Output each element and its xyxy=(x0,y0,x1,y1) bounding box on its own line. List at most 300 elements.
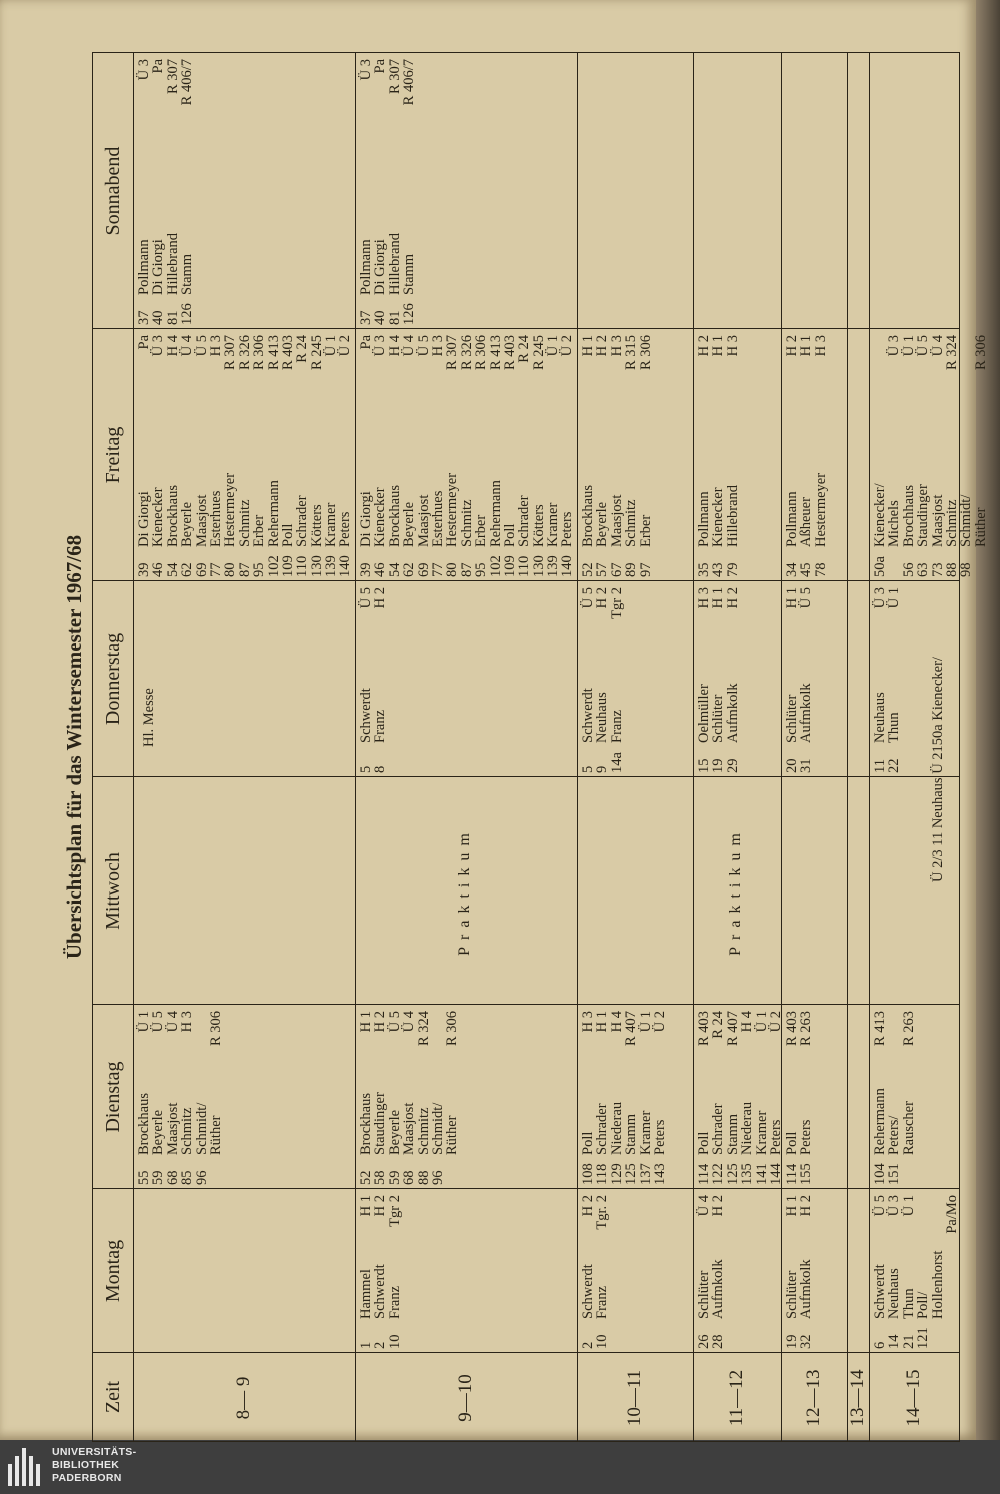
course-number: 125 xyxy=(623,1163,640,1185)
course-entry xyxy=(373,55,387,325)
course-cell-r0-sa xyxy=(137,55,195,325)
room-code: Ü 5 xyxy=(915,335,932,357)
room-code: H 3 xyxy=(608,335,625,357)
lecturer-name: Poll xyxy=(279,523,296,547)
row-rule xyxy=(577,53,578,1441)
course-cell-r0-di xyxy=(137,1007,223,1185)
course-number: 2 xyxy=(580,1341,596,1349)
course-entry xyxy=(238,331,252,577)
course-number: 15 xyxy=(696,758,712,773)
course-entry xyxy=(137,1007,151,1185)
lecturer-name: Niederau xyxy=(739,1101,756,1155)
footer-fragment: Ü 2/3 11 Neuhaus Ü 2150a Kienecker/ xyxy=(930,657,946,882)
course-entry xyxy=(180,55,194,325)
lecturer-name: Di Giorgi xyxy=(150,239,167,295)
course-number: 122 xyxy=(710,1163,727,1185)
course-entry xyxy=(359,55,373,325)
course-number: 137 xyxy=(637,1163,654,1185)
course-number: 95 xyxy=(251,562,268,577)
course-entry xyxy=(887,583,901,773)
time-slot: 14—15 xyxy=(903,1369,924,1427)
course-number: 57 xyxy=(594,562,611,577)
room-code: H 2 xyxy=(710,1195,727,1217)
course-number: 39 xyxy=(358,562,374,577)
room-code: Ü 5 xyxy=(415,335,432,357)
course-number: 114 xyxy=(696,1163,712,1185)
lecturer-name: Beyerle xyxy=(386,1109,403,1155)
logo-line-3: PADERBORN xyxy=(52,1472,122,1484)
course-cell-r1-fr xyxy=(359,331,575,577)
course-number: 10 xyxy=(594,1334,611,1349)
room-code: Ü 3 xyxy=(358,59,374,81)
course-entry xyxy=(209,331,223,577)
room-code: R 413 xyxy=(487,335,504,371)
lecturer-name: Maasjost xyxy=(193,494,210,547)
room-code: R 24 xyxy=(516,335,533,363)
lecturer-name: Brockhaus xyxy=(386,484,403,547)
course-entry xyxy=(653,1007,667,1185)
room-code: Ü 5 xyxy=(798,587,815,609)
room-code: Ü 1 xyxy=(886,587,903,609)
room-code: Ü 4 xyxy=(929,335,946,357)
course-number: 52 xyxy=(580,562,596,577)
course-number: 59 xyxy=(386,1170,403,1185)
room-code: Pa xyxy=(150,59,167,74)
room-code: Ü 2 xyxy=(651,1011,668,1033)
course-number: 54 xyxy=(386,562,403,577)
room-code: Ü 1 xyxy=(545,335,562,357)
room-code: Tgr. 2 xyxy=(594,1195,611,1230)
course-number: 28 xyxy=(710,1334,727,1349)
lecturer-name: Schrader xyxy=(594,1103,611,1155)
room-code: Ü 5 xyxy=(386,1011,403,1033)
lecturer-name: Franz xyxy=(386,1285,403,1319)
lecturer-name: Stamm xyxy=(401,253,418,295)
course-number: 140 xyxy=(337,555,354,577)
course-entry xyxy=(887,1191,901,1349)
lecturer-name: Di Giorgi xyxy=(372,239,389,295)
room-code: H 2 xyxy=(724,587,741,609)
course-entry xyxy=(726,583,740,773)
course-cell-r2-di xyxy=(581,1007,667,1185)
lecturer-name: Hammel xyxy=(358,1269,374,1319)
course-entry xyxy=(402,1007,416,1185)
course-entry xyxy=(151,55,165,325)
course-cell-r4-mo xyxy=(785,1191,814,1349)
course-number: 69 xyxy=(415,562,432,577)
course-entry xyxy=(267,331,281,577)
course-entry xyxy=(532,331,546,577)
lecturer-name: Maasjost xyxy=(929,494,946,547)
course-entry xyxy=(959,331,973,577)
lecturer-name: Pollmann xyxy=(784,491,800,547)
course-number: 21 xyxy=(900,1334,917,1349)
lecturer-name: Aufmkolk xyxy=(798,683,815,743)
column-rule xyxy=(93,776,959,777)
lecturer-name: Erber xyxy=(251,514,268,547)
course-number: 46 xyxy=(150,562,167,577)
room-code: Ü 5 xyxy=(193,335,210,357)
logo-text xyxy=(52,1446,136,1485)
room-code: R 24 xyxy=(710,1011,727,1039)
course-number: 87 xyxy=(458,562,475,577)
course-entry xyxy=(417,1007,431,1185)
lecturer-name: Rehermann xyxy=(487,480,504,547)
course-entry xyxy=(137,331,151,577)
course-entry xyxy=(373,331,387,577)
course-entry xyxy=(945,1191,959,1349)
room-code: R 24 xyxy=(294,335,311,363)
course-entry xyxy=(755,1007,769,1185)
lecturer-name: Brockhaus xyxy=(136,1092,152,1155)
course-entry xyxy=(711,1191,725,1349)
room-code: Ü 3 xyxy=(886,1195,903,1217)
course-cell-r6-do xyxy=(873,583,902,773)
room-code: R 324 xyxy=(943,335,960,371)
course-cell-r3-mo xyxy=(697,1191,726,1349)
room-code: R 324 xyxy=(415,1011,432,1047)
lecturer-name: Schrader xyxy=(294,495,311,547)
lecturer-name: Neuhaus xyxy=(886,1268,903,1319)
lecturer-name: Kienecker/ xyxy=(872,483,888,547)
course-entry xyxy=(726,1007,740,1185)
time-slot: 13—14 xyxy=(847,1369,868,1427)
course-entry xyxy=(595,331,609,577)
course-entry xyxy=(417,331,431,577)
lecturer-name: Hestermeyer xyxy=(222,472,239,547)
lecturer-name: Beyerle xyxy=(179,501,196,547)
course-entry xyxy=(474,331,488,577)
column-rule xyxy=(93,580,959,581)
room-code: Ü 4 xyxy=(164,1011,181,1033)
course-number: 121 xyxy=(915,1327,932,1349)
lecturer-name: Maasjost xyxy=(164,1102,181,1155)
course-entry xyxy=(373,583,387,773)
course-entry xyxy=(359,331,373,577)
room-code: Ü 2 xyxy=(559,335,576,357)
room-code: R 306 xyxy=(251,335,268,371)
header-fr: Freitag xyxy=(102,426,124,484)
lecturer-name: Kötters xyxy=(530,504,547,547)
room-code: H 3 xyxy=(812,335,829,357)
lecturer-name: Peters xyxy=(651,1119,668,1155)
course-entry xyxy=(902,331,916,577)
course-number: 140 xyxy=(559,555,576,577)
room-code: Ü 3 xyxy=(872,587,888,609)
header-zeit: Zeit xyxy=(102,1380,124,1414)
room-code: R 306 xyxy=(972,335,989,371)
room-code: R 306 xyxy=(473,335,490,371)
room-code: Tgr 2 xyxy=(608,587,625,619)
course-entry xyxy=(460,331,474,577)
course-number: 6 xyxy=(872,1341,888,1349)
lecturer-name: Maasjost xyxy=(401,1102,418,1155)
course-number: 96 xyxy=(193,1170,210,1185)
course-entry xyxy=(785,331,799,577)
header-mi: Mittwoch xyxy=(102,852,124,930)
room-code: H 1 xyxy=(784,1195,800,1217)
lecturer-name: Stamm xyxy=(179,253,196,295)
course-entry xyxy=(902,1191,916,1349)
lecturer-name: Peters xyxy=(337,511,354,547)
course-entry xyxy=(180,1007,194,1185)
course-entry xyxy=(388,331,402,577)
room-code: R 406/7 xyxy=(179,59,196,106)
lecturer-name: Schmitz xyxy=(236,499,253,547)
room-code: H 1 xyxy=(798,335,815,357)
course-number: 141 xyxy=(753,1163,770,1185)
room-code: R 326 xyxy=(458,335,475,371)
course-entry xyxy=(902,1007,916,1185)
course-entry xyxy=(195,1007,209,1185)
course-entry xyxy=(373,1007,387,1185)
lecturer-name: Schlüter xyxy=(696,1270,712,1319)
header-sa: Sonnabend xyxy=(102,146,124,236)
room-code: Ü 1 xyxy=(900,335,917,357)
course-cell-r6-di xyxy=(873,1007,916,1185)
lecturer-name: Franz xyxy=(594,1285,611,1319)
room-code: H 3 xyxy=(580,1011,596,1033)
course-entry xyxy=(697,583,711,773)
logo-line-1: UNIVERSITÄTS- xyxy=(52,1446,137,1458)
course-entry xyxy=(223,331,237,577)
lecturer-name: Esterhues xyxy=(429,490,446,547)
rotated-schedule xyxy=(60,52,989,1442)
lecturer-name: Stamm xyxy=(724,1113,741,1155)
course-entry xyxy=(624,331,638,577)
room-code: H 2 xyxy=(372,1195,389,1217)
room-code: R 263 xyxy=(900,1011,917,1047)
course-number: 5 xyxy=(580,765,596,773)
course-number: 68 xyxy=(164,1170,181,1185)
room-code: Ü 3 xyxy=(150,335,167,357)
course-entry xyxy=(324,331,338,577)
course-entry xyxy=(180,331,194,577)
lecturer-name: Franz xyxy=(372,709,389,743)
course-number: 109 xyxy=(501,555,518,577)
lecturer-name: Kienecker xyxy=(150,487,167,547)
course-number: 143 xyxy=(651,1163,668,1185)
course-number: 109 xyxy=(279,555,296,577)
time-slot: 11—12 xyxy=(726,1369,747,1427)
lecturer-name: Thun xyxy=(886,712,903,743)
course-number: 151 xyxy=(886,1163,903,1185)
room-code: Ü 1 xyxy=(900,1195,917,1217)
lecturer-name: Schrader xyxy=(710,1103,727,1155)
course-entry xyxy=(581,583,595,773)
lecturer-name: Rauscher xyxy=(900,1101,917,1155)
course-cell-r1-do xyxy=(359,583,388,773)
lecturer-name: Hestermeyer xyxy=(812,472,829,547)
course-entry xyxy=(546,331,560,577)
room-code: R 403 xyxy=(501,335,518,371)
course-entry xyxy=(517,331,531,577)
room-code: H 4 xyxy=(386,335,403,357)
course-entry xyxy=(887,331,901,577)
room-code: H 1 xyxy=(358,1011,374,1033)
lecturer-name: Michels xyxy=(886,500,903,547)
hl-messe-label: Hl. Messe xyxy=(141,688,157,747)
course-number: 108 xyxy=(580,1163,596,1185)
course-entry xyxy=(785,1007,799,1185)
course-entry xyxy=(195,331,209,577)
room-code: R 245 xyxy=(530,335,547,371)
room-code: R 403 xyxy=(784,1011,800,1047)
lecturer-name: Schmitz xyxy=(458,499,475,547)
lecturer-name: Brockhaus xyxy=(580,484,596,547)
room-code: Ü 2 xyxy=(337,335,354,357)
lecturer-name: Schmidt/ xyxy=(958,494,975,547)
lecturer-name: Brochhaus xyxy=(900,484,917,547)
course-entry xyxy=(581,1007,595,1185)
course-entry xyxy=(595,583,609,773)
lecturer-name: Brockhaus xyxy=(358,1092,374,1155)
header-di: Dienstag xyxy=(102,1061,124,1133)
course-number: 81 xyxy=(386,310,403,325)
row-rule xyxy=(355,53,356,1441)
room-code: R 407 xyxy=(724,1011,741,1047)
lecturer-name: Staudinger xyxy=(372,1092,389,1155)
lecturer-name: Erber xyxy=(473,514,490,547)
course-entry xyxy=(166,55,180,325)
course-number: 54 xyxy=(164,562,181,577)
course-number: 32 xyxy=(798,1334,815,1349)
lecturer-name: Beyerle xyxy=(150,1109,167,1155)
logo-line-2: BIBLIOTHEK xyxy=(52,1459,120,1471)
course-number: 135 xyxy=(739,1163,756,1185)
room-code: Pa xyxy=(136,335,152,350)
lecturer-name: Maasjost xyxy=(608,494,625,547)
course-number: 125 xyxy=(724,1163,741,1185)
lecturer-name: Stamm xyxy=(623,1113,640,1155)
course-entry xyxy=(310,331,324,577)
course-entry xyxy=(252,331,266,577)
lecturer-name: Beyerle xyxy=(594,501,611,547)
course-entry xyxy=(697,1007,711,1185)
course-entry xyxy=(624,1007,638,1185)
course-entry xyxy=(974,331,988,577)
course-number: 31 xyxy=(798,758,815,773)
lecturer-name: Schmitz xyxy=(623,499,640,547)
course-cell-r3-do xyxy=(697,583,740,773)
course-number: 68 xyxy=(401,1170,418,1185)
course-entry xyxy=(445,1007,459,1185)
course-cell-r0-fr xyxy=(137,331,353,577)
course-number: 8 xyxy=(372,765,389,773)
room-code: H 2 xyxy=(784,335,800,357)
lecturer-name: Schmitz xyxy=(179,1107,196,1155)
room-code: H 2 xyxy=(580,1195,596,1217)
course-entry xyxy=(769,1007,783,1185)
course-number: 78 xyxy=(812,562,829,577)
lecturer-name: Brockhaus xyxy=(164,484,181,547)
course-entry xyxy=(137,55,151,325)
course-cell-r1-di xyxy=(359,1007,460,1185)
course-number: 85 xyxy=(179,1170,196,1185)
lecturer-name: Schwerdt xyxy=(358,688,374,743)
room-code: Ü 5 xyxy=(872,1195,888,1217)
lecturer-name: Peters xyxy=(767,1119,784,1155)
course-number: 96 xyxy=(429,1170,446,1185)
lecturer-name: Schmitz xyxy=(415,1107,432,1155)
course-entry xyxy=(726,331,740,577)
course-number: 56 xyxy=(900,562,917,577)
room-code: Ü 1 xyxy=(753,1011,770,1033)
room-code: H 2 xyxy=(372,587,389,609)
course-entry xyxy=(166,1007,180,1185)
room-code: H 1 xyxy=(580,335,596,357)
course-entry xyxy=(359,1007,373,1185)
room-code: H 1 xyxy=(710,587,727,609)
lecturer-name: Schwerdt xyxy=(580,1264,596,1319)
row-rule xyxy=(693,53,694,1441)
lecturer-name: Esterhues xyxy=(207,490,224,547)
room-code: H 3 xyxy=(696,587,712,609)
room-code: Ü 3 xyxy=(886,335,903,357)
course-entry xyxy=(431,331,445,577)
course-number: 10 xyxy=(386,1334,403,1349)
lecturer-name: Oelmüller xyxy=(696,684,712,743)
room-code: R 263 xyxy=(798,1011,815,1047)
course-entry xyxy=(560,331,574,577)
lecturer-name: Rüther xyxy=(207,1115,224,1155)
lecturer-name: Kienecker xyxy=(710,487,727,547)
lecturer-name: Peters/ xyxy=(886,1115,903,1155)
room-code: Ü 2 xyxy=(767,1011,784,1033)
course-entry xyxy=(373,1191,387,1349)
column-rule xyxy=(93,1352,959,1353)
course-number: 89 xyxy=(623,562,640,577)
lecturer-name: Poll xyxy=(696,1131,712,1155)
praktikum-label: Praktikum xyxy=(456,826,473,956)
room-code: R 306 xyxy=(444,1011,461,1047)
schedule-table xyxy=(92,52,989,1442)
course-number: 1 xyxy=(358,1341,374,1349)
course-number: 63 xyxy=(915,562,932,577)
page-edge xyxy=(972,0,1000,1440)
course-number: 144 xyxy=(767,1163,784,1185)
course-cell-r4-do xyxy=(785,583,814,773)
course-number: 129 xyxy=(608,1163,625,1185)
lecturer-name: Di Giorgi xyxy=(358,491,374,547)
course-number: 29 xyxy=(724,758,741,773)
lecturer-name: Schmidt/ xyxy=(429,1102,446,1155)
lecturer-name: Erber xyxy=(637,514,654,547)
lecturer-name: Hollenhorst xyxy=(929,1250,946,1319)
course-entry xyxy=(873,331,887,577)
course-number: 126 xyxy=(401,303,418,325)
lecturer-name: Aßheuer xyxy=(798,497,815,547)
course-entry xyxy=(489,331,503,577)
library-logo xyxy=(8,1444,178,1490)
row-rule xyxy=(847,53,848,1441)
room-code: Ü 5 xyxy=(150,1011,167,1033)
course-entry xyxy=(359,583,373,773)
course-cell-r2-fr xyxy=(581,331,653,577)
time-slot: 9—10 xyxy=(455,1374,476,1422)
room-code: Pa xyxy=(372,59,389,74)
course-entry xyxy=(402,55,416,325)
lecturer-name: Rüther xyxy=(972,507,989,547)
room-code: R 307 xyxy=(164,59,181,95)
course-entry xyxy=(740,1007,754,1185)
lecturer-name: Poll xyxy=(784,1131,800,1155)
course-entry xyxy=(610,1007,624,1185)
course-number: 104 xyxy=(872,1163,888,1185)
course-entry xyxy=(873,583,887,773)
course-entry xyxy=(931,331,945,577)
course-number: 40 xyxy=(150,310,167,325)
